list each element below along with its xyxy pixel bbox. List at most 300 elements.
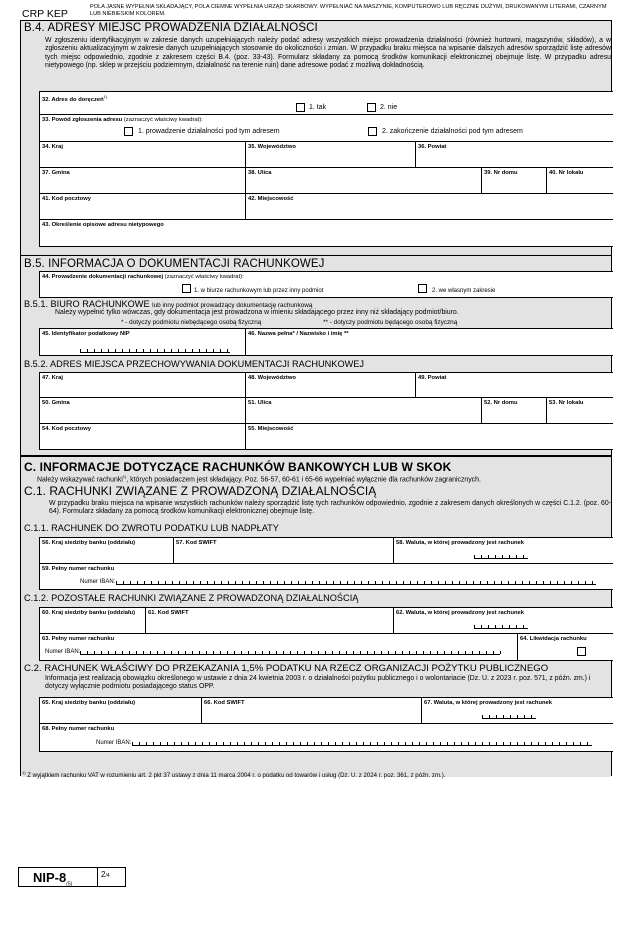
digit-tick [185,651,186,654]
digit-tick [213,651,214,654]
digit-tick [410,581,411,584]
digit-tick [475,742,476,745]
section-b4-intro: W zgłoszeniu identyfikacyjnym w zakresie danych uzupełniających należy podać adresy wszystkich miejsc prowadzenia działalności (również hurtowni, magazynów, składów), a w zgłoszeniu aktualizacyjnym w zakresie danych uzupełniających stosownie do okoliczności i zmian. W przypadku braku miejsca na wpisanie dalszych adresów sporządzić listę adresów tych miejsc odpowiednio, zgodnie z zakresem części B.4. (poz. 33-43). Formularz składany za pomocą środków komunikacji elektronicznej obejmuje listę. W przypadku adresu nietypowego (np. sklep w przejściu podziemnym, działalność na terenie ruin) dane adresowe podać z możliwą dokładnością. [45,37,611,70]
digit-tick [516,625,517,628]
digit-tick [160,742,161,745]
digit-tick [258,742,259,745]
digit-tick [328,742,329,745]
digit-tick [241,651,242,654]
field-36-county[interactable]: 36. Powiat [415,142,613,168]
digit-tick [431,581,432,584]
page-number: 2/4 [98,867,126,887]
digit-tick [412,742,413,745]
digit-tick [342,742,343,745]
iban-label: Numer IBAN: [45,649,81,655]
digit-tick [171,651,172,654]
digit-tick [474,625,475,628]
section-b5 [21,255,611,455]
digit-tick [552,742,553,745]
digit-tick [433,742,434,745]
checkbox-33-start[interactable] [124,127,133,136]
nip-digit-ticks [80,349,230,353]
checkbox-32-yes[interactable] [296,103,305,112]
digit-tick [481,625,482,628]
digit-tick [426,742,427,745]
digit-tick [143,349,144,352]
digit-tick [326,581,327,584]
field-62-currency[interactable]: 62. Waluta, w której prowadzony jest rachunek [393,607,613,634]
digit-tick [199,651,200,654]
field-32-delivery-address: 32. Adres do doręczeń$^{1)}$ 1. tak 2. nie [39,91,613,115]
option-32-no-label: 2. nie [380,104,398,111]
digit-tick [509,625,510,628]
section-b4-title: B.4. ADRESY MIEJSC PROWADZENIA DZIAŁALNOŚCI [24,22,318,34]
digit-tick [489,715,490,718]
option-44-own-label: 2. we własnym zakresie [432,288,496,294]
digit-tick [545,742,546,745]
digit-tick [508,581,509,584]
digit-tick [523,555,524,558]
digit-tick [279,742,280,745]
digit-tick [423,651,424,654]
digit-tick [220,651,221,654]
digit-tick [139,742,140,745]
digit-tick [116,581,117,584]
digit-tick [488,625,489,628]
digit-tick [319,581,320,584]
section-c2-title: C.2. RACHUNEK WŁAŚCIWY DO PRZEKAZANIA 1,5% PODATKU NA RZECZ ORGANIZACJI POŻYTKU PUBLICZNEGO [24,663,549,674]
digit-tick [223,742,224,745]
digit-tick [398,742,399,745]
digit-tick [479,651,480,654]
digit-tick [150,651,151,654]
digit-tick [353,651,354,654]
digit-tick [123,581,124,584]
digit-tick [538,742,539,745]
digit-tick [502,555,503,558]
field-65-bank-country[interactable]: 65. Kraj siedziby banku (oddziału) [39,697,201,724]
digit-tick [108,349,109,352]
digit-tick [361,581,362,584]
digit-tick [207,581,208,584]
digit-tick [500,651,501,654]
digit-tick [488,555,489,558]
field-64-account-closure: 64. Likwidacja rachunku [517,634,613,661]
digit-tick [101,349,102,352]
digit-tick [522,581,523,584]
field-58-currency[interactable]: 58. Waluta, w której prowadzony jest rachunek [393,537,613,564]
digit-tick [536,581,537,584]
digit-tick [318,651,319,654]
section-b51-title: B.5.1. BIURO RACHUNKOWE lub inny podmiot prowadzący dokumentację rachunkową [24,299,313,309]
digit-tick [143,651,144,654]
digit-tick [277,581,278,584]
option-32-yes-label: 1. tak [309,104,327,111]
digit-tick [304,651,305,654]
digit-tick [489,742,490,745]
digit-tick [199,349,200,352]
digit-tick [347,581,348,584]
field-48-voivodeship[interactable]: 48. Województwo [245,372,415,398]
digit-tick [186,581,187,584]
digit-tick [158,581,159,584]
field-50-municipality[interactable]: 50. Gmina [39,398,245,424]
digit-tick [524,742,525,745]
digit-tick [452,581,453,584]
digit-tick [494,581,495,584]
section-b52-title: B.5.2. ADRES MIEJSCA PRZECHOWYWANIA DOKUMENTACJI RACHUNKOWEJ [24,359,364,369]
digit-tick [214,581,215,584]
digit-tick [465,651,466,654]
field-66-swift[interactable]: 66. Kod SWIFT [201,697,421,724]
digit-tick [171,349,172,352]
section-b4 [21,21,611,255]
digit-tick [129,651,130,654]
digit-tick [130,581,131,584]
field-43-atypical-address[interactable]: 43. Określenie opisowe adresu nietypowego [39,220,613,247]
digit-tick [517,715,518,718]
digit-tick [101,651,102,654]
digit-tick [164,651,165,654]
checkbox-33-end[interactable] [368,127,377,136]
digit-tick [587,742,588,745]
digit-tick [592,581,593,584]
digit-tick [557,581,558,584]
digit-tick [503,715,504,718]
footnote: $^{1)}$ Z wyjątkiem rachunku VAT w rozumieniu art. 2 pkt 37 ustawy z dnia 11 marca 2004 r. o podatku od towarów i usług (Dz. U. z 2024 r. poz. 361, z późn. zm.). [22,770,446,780]
option-33-end-label: 2. zakończenie działalności pod tym adresem [382,128,523,135]
digit-tick [80,349,81,352]
digit-tick [524,715,525,718]
checkbox-32-no[interactable] [367,103,376,112]
field-41-postal-code[interactable]: 41. Kod pocztowy [39,194,245,220]
digit-tick [349,742,350,745]
iban-ticks [80,651,500,655]
digit-tick [200,581,201,584]
iban-label: Numer IBAN: [80,579,116,585]
digit-tick [517,742,518,745]
field-60-bank-country[interactable]: 60. Kraj siedziby banku (oddziału) [39,607,145,634]
digit-tick [174,742,175,745]
digit-tick [335,742,336,745]
digit-tick [220,349,221,352]
digit-tick [405,742,406,745]
digit-tick [94,349,95,352]
digit-tick [206,651,207,654]
section-c2-text: Informacja jest realizacją obowiązku określonego w ustawie z dnia 24 kwietnia 2003 r. o działalności pożytku publicznego i o wolontariacie (Dz. U. z 2023 r. poz. 571, z późn. zm.) i dotyczy wyłącznie podmiotu posiadającego status OPP. [45,675,591,691]
digit-tick [178,651,179,654]
digit-tick [314,742,315,745]
digit-tick [291,581,292,584]
digit-tick [221,581,222,584]
iban-ticks [116,581,596,585]
digit-tick [115,349,116,352]
digit-tick [566,742,567,745]
digit-tick [509,555,510,558]
digit-tick [339,651,340,654]
digit-tick [235,581,236,584]
digit-tick [493,651,494,654]
digit-tick [391,742,392,745]
digit-tick [356,742,357,745]
digit-tick [269,651,270,654]
digit-tick [402,651,403,654]
digit-tick [578,581,579,584]
digit-tick [384,742,385,745]
digit-tick [188,742,189,745]
footnote-non-natural-person: * - dotyczy podmiotu niebędącego osobą fizyczną [121,319,262,326]
digit-tick [193,581,194,584]
digit-tick [284,581,285,584]
digit-tick [150,349,151,352]
field-54-postal-code[interactable]: 54. Kod pocztowy [39,424,245,450]
digit-tick [276,651,277,654]
digit-tick [564,581,565,584]
field-55-city[interactable]: 55. Miejscowość [245,424,613,450]
section-b51-text: Należy wypełnić tylko wówczas, gdy dokumentacja jest prowadzona w imieniu składającego przez inny niż składający podmiot/biuro. [55,309,459,316]
digit-tick [396,581,397,584]
digit-tick [496,742,497,745]
field-33-reason: 33. Powód zgłoszenia adresu (zaznaczyć właściwy kwadrat): 1. prowadzenie działalności pod tym adresem 2. zakończenie działalności pod tym adresem [39,115,613,142]
digit-tick [580,742,581,745]
field-56-bank-country[interactable]: 56. Kraj siedziby banku (oddziału) [39,537,173,564]
option-33-start-label: 1. prowadzenie działalności pod tym adresem [138,128,280,135]
digit-tick [461,742,462,745]
field-35-voivodeship[interactable]: 35. Województwo [245,142,415,168]
section-c11-title: C.1.1. RACHUNEK DO ZWROTU PODATKU LUB NADPŁATY [24,523,279,533]
digit-tick [445,581,446,584]
digit-tick [496,715,497,718]
digit-tick [251,742,252,745]
digit-tick [437,651,438,654]
field-47-country[interactable]: 47. Kraj [39,372,245,398]
digit-tick [157,651,158,654]
digit-tick [167,742,168,745]
digit-tick [333,581,334,584]
digit-tick [409,651,410,654]
digit-tick [270,581,271,584]
digit-tick [256,581,257,584]
digit-tick [312,581,313,584]
digit-tick [325,651,326,654]
digit-tick [346,651,347,654]
digit-tick [87,349,88,352]
digit-tick [178,349,179,352]
digit-tick [468,742,469,745]
digit-tick [265,742,266,745]
digit-tick [523,625,524,628]
digit-tick [244,742,245,745]
digit-tick [501,581,502,584]
digit-tick [122,651,123,654]
digit-tick [543,581,544,584]
digit-tick [354,581,355,584]
section-c [21,455,611,780]
digit-tick [255,651,256,654]
digit-tick [132,742,133,745]
section-c12-title: C.1.2. POZOSTAŁE RACHUNKI ZWIĄZANE Z PROWADZONĄ DZIAŁALNOŚCIĄ [24,593,359,603]
footnote-natural-person: ** - dotyczy podmiotu będącego osobą fizyczną [323,319,458,326]
digit-tick [363,742,364,745]
digit-tick [454,742,455,745]
digit-tick [129,349,130,352]
section-c-title: C. INFORMACJE DOTYCZĄCE RACHUNKÓW BANKOWYCH LUB W SKOK [24,460,452,474]
field-59-account-number[interactable]: 59. Pełny numer rachunku Numer IBAN: [39,564,613,590]
digit-tick [286,742,287,745]
digit-tick [486,651,487,654]
field-68-account-number[interactable]: 68. Pełny numer rachunku Numer IBAN: [39,724,613,752]
field-49-county[interactable]: 49. Powiat [415,372,613,398]
digit-tick [360,651,361,654]
digit-tick [305,581,306,584]
field-40-apartment-number[interactable]: 40. Nr lokalu [546,168,613,194]
currency-ticks [474,625,528,629]
field-61-swift[interactable]: 61. Kod SWIFT [145,607,393,634]
section-c1-title: C.1. RACHUNKI ZWIĄZANE Z PROWADZONĄ DZIAŁALNOŚCIĄ [24,484,377,498]
field-67-currency[interactable]: 67. Waluta, w której prowadzony jest rachunek [421,697,613,724]
field-45-nip[interactable]: 45. Identyfikator podatkowy NIP [39,328,245,356]
digit-tick [153,742,154,745]
field-57-swift[interactable]: 57. Kod SWIFT [173,537,393,564]
section-b5-title: B.5. INFORMACJA O DOKUMENTACJI RACHUNKOWEJ [24,258,325,270]
digit-tick [136,349,137,352]
digit-tick [482,742,483,745]
digit-tick [249,581,250,584]
digit-tick [559,742,560,745]
section-c-intro: Należy wskazywać rachunki$^{1)}$, których posiadaczem jest składający. Poz. 56-57, 60-61 i 65-66 wypełniać wyłącznie dla rachunków zagranicznych. [37,474,481,484]
digit-tick [516,555,517,558]
digit-tick [172,581,173,584]
digit-tick [388,651,389,654]
digit-tick [108,651,109,654]
digit-tick [332,651,333,654]
digit-tick [263,581,264,584]
digit-tick [424,581,425,584]
digit-tick [466,581,467,584]
iban-ticks [132,742,592,746]
digit-tick [115,651,116,654]
digit-tick [307,742,308,745]
form-system-title: CRP KEP [22,8,68,20]
option-44-office-label: 1. w biurze rachunkowym lub przez inny podmiot [194,288,324,294]
field-37-municipality[interactable]: 37. Gmina [39,168,245,194]
digit-tick [419,742,420,745]
digit-tick [137,581,138,584]
digit-tick [440,742,441,745]
currency-ticks [482,715,536,719]
digit-tick [480,581,481,584]
digit-tick [206,349,207,352]
digit-tick [248,651,249,654]
checkbox-44-office[interactable] [182,284,191,293]
digit-tick [87,651,88,654]
digit-tick [368,581,369,584]
digit-tick [474,555,475,558]
field-39-house-number[interactable]: 39. Nr domu [481,168,546,194]
field-38-street[interactable]: 38. Ulica [245,168,481,194]
digit-tick [473,581,474,584]
checkbox-44-own[interactable] [418,284,427,293]
digit-tick [94,651,95,654]
field-53-apartment-number[interactable]: 53. Nr lokalu [546,398,613,424]
digit-tick [531,715,532,718]
digit-tick [136,651,137,654]
digit-tick [230,742,231,745]
digit-tick [165,581,166,584]
field-63-account-number[interactable]: 63. Pełny numer rachunku Numer IBAN: [39,634,517,661]
digit-tick [181,742,182,745]
digit-tick [573,742,574,745]
digit-tick [381,651,382,654]
digit-tick [202,742,203,745]
field-51-street[interactable]: 51. Ulica [245,398,481,424]
digit-tick [297,651,298,654]
digit-tick [515,581,516,584]
digit-tick [481,555,482,558]
digit-tick [192,651,193,654]
digit-tick [195,742,196,745]
digit-tick [293,742,294,745]
digit-tick [262,651,263,654]
digit-tick [389,581,390,584]
digit-tick [374,651,375,654]
digit-tick [416,651,417,654]
digit-tick [367,651,368,654]
field-34-country[interactable]: 34. Kraj [39,142,245,168]
digit-tick [80,651,81,654]
digit-tick [459,581,460,584]
digit-tick [444,651,445,654]
digit-tick [502,625,503,628]
form-page [20,20,612,776]
digit-tick [571,581,572,584]
digit-tick [122,349,123,352]
digit-tick [370,742,371,745]
digit-tick [213,349,214,352]
digit-tick [209,742,210,745]
field-52-house-number[interactable]: 52. Nr domu [481,398,546,424]
digit-tick [185,349,186,352]
iban-label: Numer IBAN: [96,740,132,746]
digit-tick [529,581,530,584]
digit-tick [510,742,511,745]
digit-tick [430,651,431,654]
digit-tick [375,581,376,584]
digit-tick [144,581,145,584]
form-code: NIP-$8_{(5)}$ [18,867,98,887]
filling-instructions: POLA JASNE WYPEŁNIA SKŁADAJĄCY, POLA CIEMNE WYPEŁNIA URZĄD SKARBOWY. WYPEŁNIAĆ NA MASZYNIE, KOMPUTEROWO LUB RĘCZNIE DUŻYMI, DRUKOWANYMI LITERAMI, CZARNYM LUB NIEBIESKIM KOLOREM. [90,4,607,17]
digit-tick [503,742,504,745]
digit-tick [550,581,551,584]
digit-tick [227,349,228,352]
field-46-full-name[interactable]: 46. Nazwa pełna* / Nazwisko i imię ** [245,328,613,356]
digit-tick [272,742,273,745]
field-42-city[interactable]: 42. Miejscowość [245,194,613,220]
field-44-accounting-records: 44. Prowadzenie dokumentacji rachunkowej (zaznaczyć właściwy kwadrat): 1. w biurze rachunkowym lub przez inny podmiot 2. we własnym zakresie [39,271,613,298]
digit-tick [290,651,291,654]
digit-tick [585,581,586,584]
digit-tick [395,651,396,654]
digit-tick [227,651,228,654]
digit-tick [495,555,496,558]
digit-tick [458,651,459,654]
digit-tick [234,651,235,654]
digit-tick [179,581,180,584]
digit-tick [157,349,158,352]
digit-tick [482,715,483,718]
digit-tick [472,651,473,654]
checkbox-64-closure[interactable] [577,647,586,656]
